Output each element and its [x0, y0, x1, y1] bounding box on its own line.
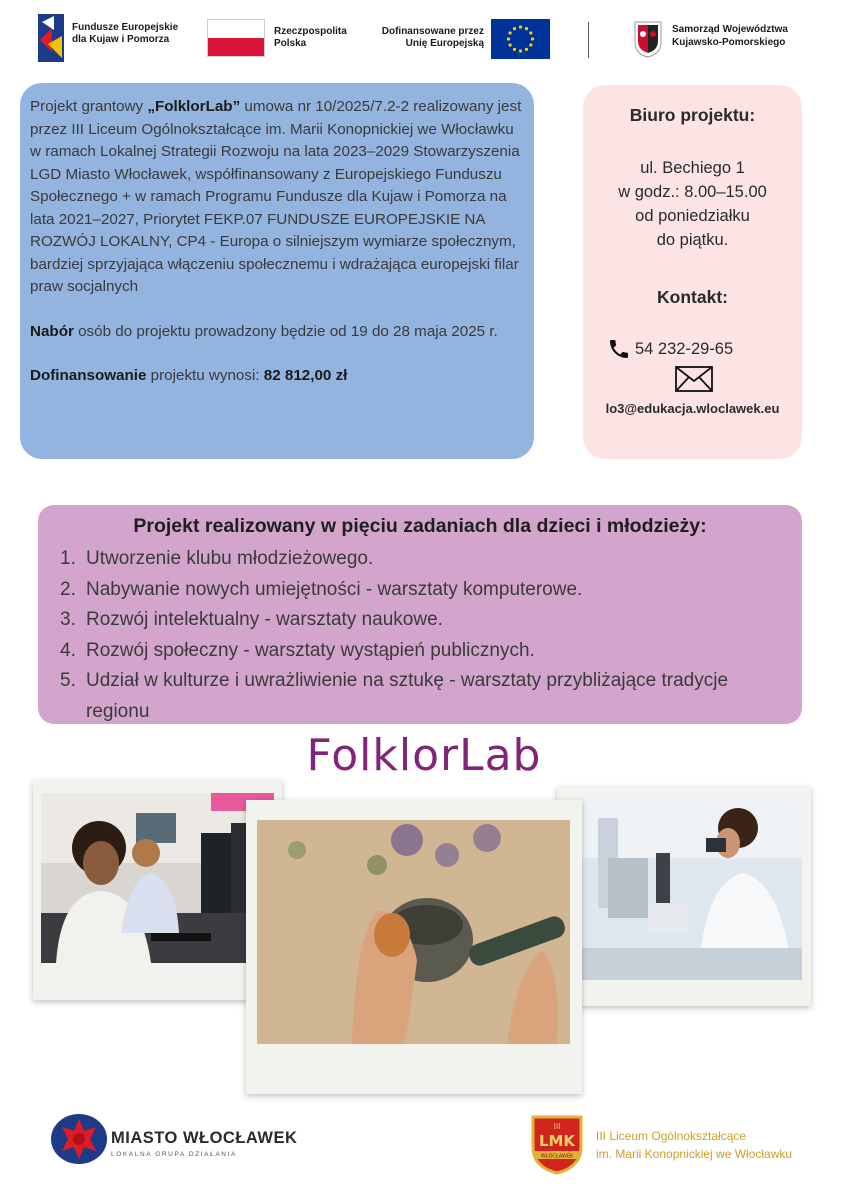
eu-star-icon	[507, 37, 510, 40]
tasks-box	[38, 505, 802, 724]
school-name: III Liceum Ogólnokształcące im. Marii Konopnickiej we Włocławku	[596, 1129, 793, 1161]
school-crest-numeral: III	[553, 1122, 561, 1131]
poland-flag-icon	[207, 19, 265, 57]
list-item: 1. Utworzenie klubu młodzieżowego.	[60, 548, 374, 569]
poland-caption: Rzeczpospolita Polska	[274, 26, 347, 49]
office-days: od poniedziałku	[635, 207, 750, 225]
eu-funds-logo-icon	[38, 14, 64, 62]
school-crest-city: WŁOCŁAWEK	[540, 1153, 574, 1160]
contact-title: Kontakt:	[657, 287, 728, 307]
tasks-title: Projekt realizowany w pięciu zadaniach dla dzieci i młodzieży:	[133, 515, 707, 537]
list-item: 4. Rozwój społeczny - warsztaty wystąpień publicznych.	[60, 639, 535, 661]
laboratory-image	[578, 798, 802, 980]
computer-classroom-image	[41, 793, 274, 963]
photo-herbal-workshop	[246, 800, 582, 1094]
office-days-end: do piątku.	[656, 231, 729, 249]
eu-star-icon	[525, 27, 528, 30]
office-hours: w godz.: 8.00–15.00	[618, 183, 767, 201]
project-description: Projekt grantowy „FolklorLab” umowa nr 10/2025/7.2-2 realizowany jest przez III Liceum Ogólnokształcące im. Marii Konopnickiej we Włocławku w ramach Lokalnej Strategii Rozwoju na lata 2023–2029 Stowarzyszenia LGD Miasto Włocławek, współfinansowany z Europejskiego Funduszu Społecznego + w ramach Programu Fundusze dla Kujaw i Pomorza na lata 2021–2027, Priorytet FEKP.07 FUNDUSZE EUROPEJSKIE NA ROZWÓJ LOKALNY, CP4 - Europa o silniejszym wymiarze społecznym, bardziej sprzyjająca włączeniu społecznemu i wdrażająca europejski filar praw socjalnych	[30, 98, 522, 295]
recruitment-info: Nabór osób do projektu prowadzony będzie od 19 do 28 maja 2025 r.	[30, 322, 498, 340]
logo-divider	[588, 22, 589, 58]
funding-amount: 82 812,00 zł	[263, 367, 348, 384]
eu-star-icon	[519, 49, 522, 52]
eu-star-icon	[531, 37, 534, 40]
eu-funds-caption: Fundusze Europejskie dla Kujaw i Pomorza	[72, 22, 179, 45]
header-logo-strip	[0, 0, 848, 70]
folklorlab-title: FolklorLab	[306, 730, 542, 781]
kujawsko-pomorskie-caption: Samorząd Województwa Kujawsko-Pomorskiego	[672, 24, 788, 48]
project-info-box	[20, 83, 534, 459]
school-crest-icon	[529, 1113, 585, 1175]
eu-star-icon	[529, 43, 532, 46]
tasks-list	[60, 544, 790, 727]
school-crest-letters: LMK	[538, 1132, 576, 1150]
herbs-mortar-image	[257, 820, 570, 1044]
phone-icon	[607, 337, 631, 361]
eu-star-icon	[509, 43, 512, 46]
eu-star-icon	[513, 27, 516, 30]
eu-star-icon	[525, 48, 528, 51]
list-item: 3. Rozwój intelektualny - warsztaty naukowe.	[60, 609, 443, 630]
eu-star-icon	[509, 31, 512, 34]
eu-star-icon	[513, 48, 516, 51]
phone-row[interactable]	[607, 337, 787, 361]
lgd-name: MIASTO WŁOCŁAWEK	[111, 1129, 298, 1147]
eu-caption: Dofinansowane przez Unię Europejską	[381, 26, 484, 49]
email-link[interactable]: lo3@edukacja.wloclawek.eu	[605, 401, 780, 416]
eu-star-icon	[529, 31, 532, 34]
envelope-icon	[675, 366, 713, 392]
phone-number[interactable]: 54 232-29-65	[635, 339, 734, 358]
eu-star-icon	[519, 25, 522, 28]
photo-science-lab	[557, 787, 811, 1006]
list-item: 5. Udział w kulturze i uwrażliwienie na sztukę - warsztaty przybliżające tradycje regionu	[60, 670, 729, 722]
wloclawek-lgd-logo-icon	[50, 1113, 108, 1165]
lgd-subtitle: LOKALNA GRUPA DZIAŁANIA	[111, 1151, 237, 1158]
kujawsko-pomorskie-crest-icon	[633, 20, 663, 58]
office-address-block	[583, 156, 802, 252]
funding-info: Dofinansowanie projektu wynosi: 82 812,00 zł	[30, 367, 348, 384]
project-name: „FolklorLab”	[147, 98, 241, 115]
list-item: 2. Nabywanie nowych umiejętności - warsztaty komputerowe.	[60, 578, 583, 600]
eu-flag-icon	[491, 19, 550, 59]
office-title: Biuro projektu:	[629, 105, 756, 125]
office-address: ul. Bechiego 1	[640, 159, 745, 177]
office-contact-box	[583, 85, 802, 459]
photo-computer-workshop	[33, 780, 282, 1000]
